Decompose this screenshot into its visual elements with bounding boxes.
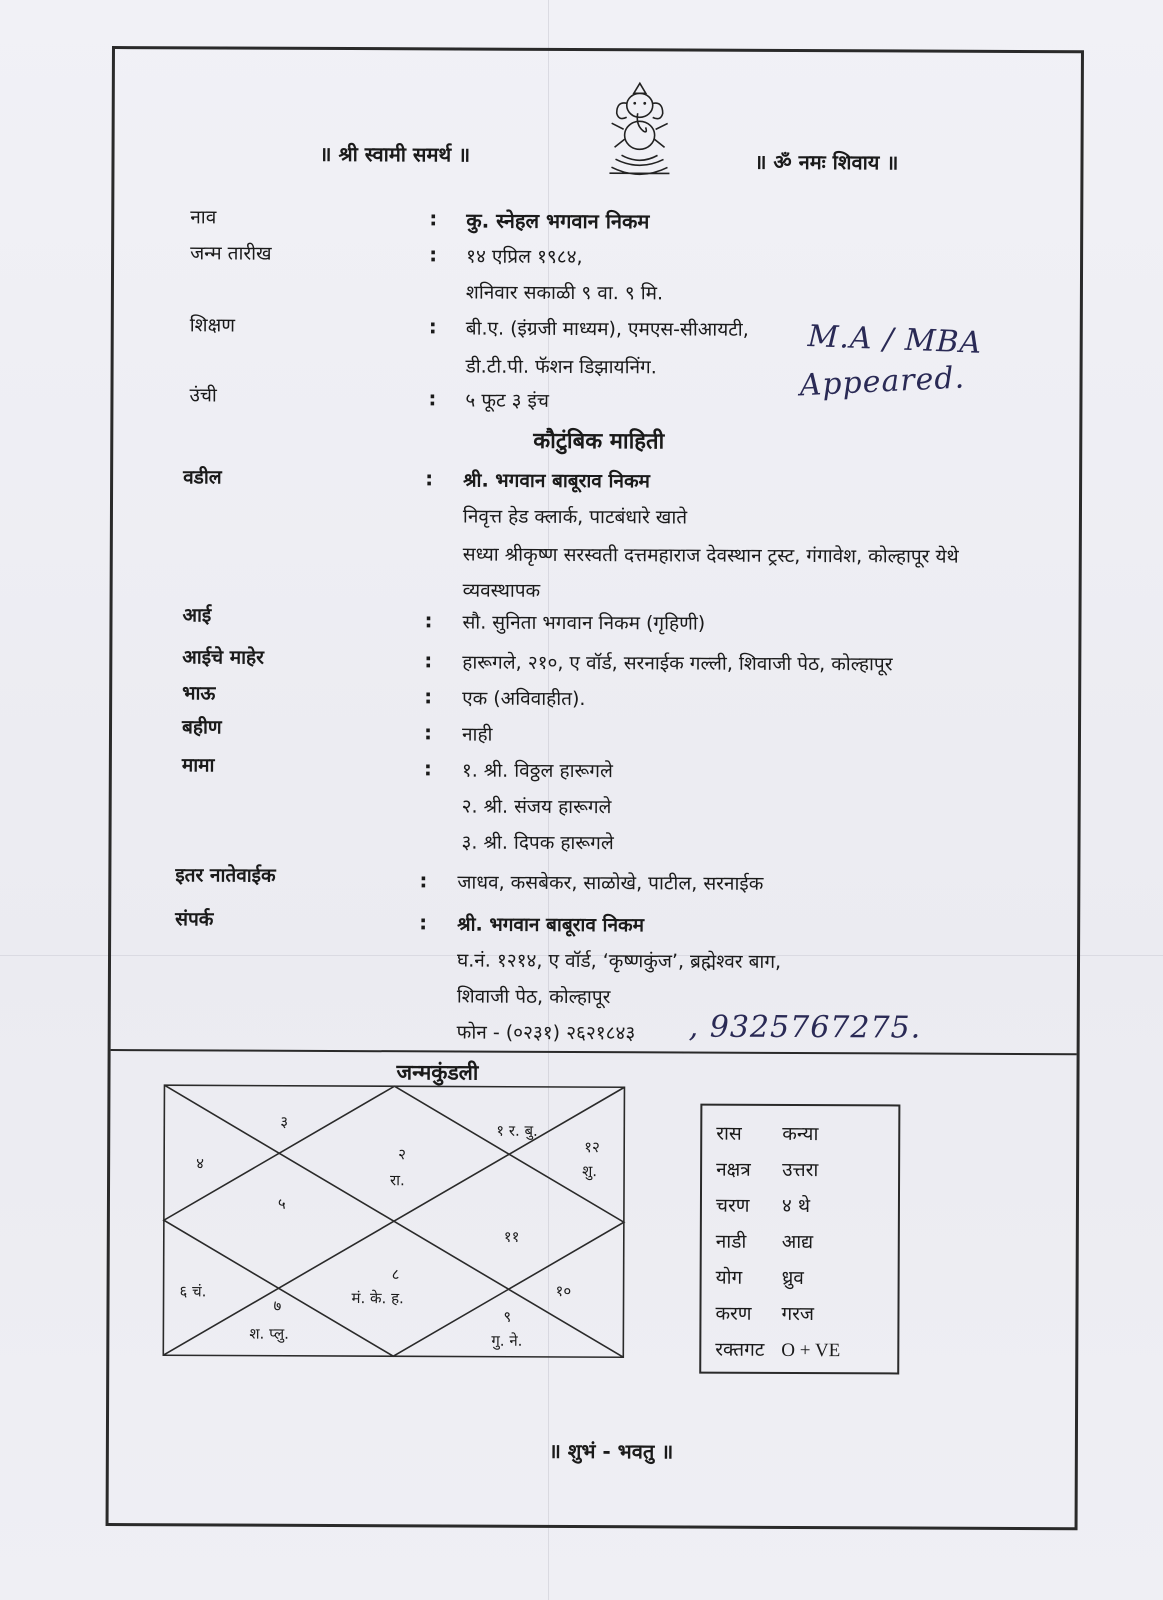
value-father-occupation: निवृत्त हेड क्लार्क, पाटबंधारे खाते — [462, 505, 688, 529]
house-number: ११ — [503, 1227, 520, 1246]
house-planets: श. प्लु. — [249, 1324, 290, 1343]
astro-row: नक्षत्र उत्तरा — [716, 1158, 819, 1182]
astro-row: रक्तगट O + VE — [715, 1338, 841, 1362]
value-education-2: डी.टी.पी. फॅशन डिझायनिंग. — [465, 355, 657, 379]
value-contact-phone: फोन - (०२३१) २६२१८४३ — [456, 1021, 636, 1045]
value-birth-date: १४ एप्रिल १९८४, — [466, 245, 583, 269]
house-planets: गु. ने. — [491, 1331, 523, 1350]
label-name: नाव — [190, 206, 217, 229]
ganesha-icon — [601, 79, 677, 179]
value-contact-address-2: शिवाजी पेठ, कोल्हापूर — [456, 985, 611, 1009]
value-contact-name: श्री. भगवान बाबूराव निकम — [457, 913, 645, 937]
house-number: ४ — [196, 1154, 204, 1173]
colon: : — [424, 684, 433, 709]
house-planets: १ र. बु. — [496, 1121, 538, 1140]
house-number: ९ — [503, 1307, 512, 1326]
value-education: बी.ए. (इंग्रजी माध्यम), एमएस-सीआयटी, — [465, 317, 749, 341]
value-name: कु. स्नेहल भगवान निकम — [466, 208, 650, 234]
label-uncle: मामा — [181, 754, 215, 777]
left-invocation: ॥ श्री स्वामी समर्थ ॥ — [319, 141, 471, 167]
value-relatives: जाधव, कसबेकर, साळोखे, पाटील, सरनाईक — [457, 871, 764, 895]
house-number: ३ — [280, 1112, 289, 1131]
colon: : — [423, 756, 432, 781]
value-father-current: सध्या श्रीकृष्ण सरस्वती दत्तमहाराज देवस्थान ट्रस्ट, गंगावेश, कोल्हापूर येथे — [462, 543, 959, 568]
label-father: वडील — [183, 466, 222, 489]
section-divider — [111, 1049, 1077, 1055]
uncle-item: १. श्री. विठ्ठल हारूगले — [461, 759, 613, 783]
value-birth-time: शनिवार सकाळी ९ वा. ९ मि. — [465, 281, 664, 305]
footer-blessing: ॥ शुभं - भवतु ॥ — [548, 1438, 674, 1464]
house-number: ८ — [391, 1265, 400, 1284]
colon: : — [428, 386, 437, 411]
kundli-title: जन्मकुंडली — [396, 1060, 479, 1085]
uncle-item: ३. श्री. दिपक हारूगले — [461, 831, 614, 855]
value-height: ५ फूट ३ इंच — [465, 389, 550, 412]
value-father-role: व्यवस्थापक — [462, 579, 541, 602]
colon: : — [429, 206, 438, 231]
house-number: १२ — [584, 1138, 600, 1157]
house-planets: रा. — [390, 1171, 405, 1190]
label-contact: संपर्क — [175, 908, 214, 931]
astro-row: करण गरज — [715, 1302, 815, 1326]
value-mother-home: हारूगले, २१०, ए वॉर्ड, सरनाईक गल्ली, शिवाजी पेठ, कोल्हापूर — [462, 651, 893, 676]
handwritten-phone: , 9325767275. — [688, 1009, 922, 1046]
document-border — [106, 46, 1084, 1530]
astro-row: योग ध्रुव — [715, 1266, 804, 1290]
label-mother: आई — [182, 604, 212, 627]
label-mother-home: आईचे माहेर — [182, 646, 264, 669]
colon: : — [423, 720, 433, 745]
astro-row: चरण ४ थे — [715, 1194, 811, 1218]
astro-row: रास कन्या — [716, 1122, 819, 1146]
handwritten-education-1: M.A / MBA — [807, 319, 983, 361]
handwritten-education-2: Appeared. — [798, 360, 966, 404]
label-relatives: इतर नातेवाईक — [175, 864, 276, 887]
value-father-name: श्री. भगवान बाबूराव निकम — [463, 469, 650, 493]
uncle-item: २. श्री. संजय हारूगले — [461, 795, 612, 819]
label-height: उंची — [189, 384, 217, 407]
house-number: ७ — [273, 1296, 282, 1315]
colon: : — [428, 314, 437, 339]
astro-info-box — [699, 1104, 900, 1375]
colon: : — [429, 242, 438, 267]
house-planets: शु. — [582, 1162, 598, 1181]
value-sister: नाही — [461, 723, 493, 746]
house-number: २ — [398, 1145, 407, 1164]
house-number: ५ — [277, 1194, 286, 1213]
label-sister: बहीण — [181, 716, 222, 739]
label-birth-date: जन्म तारीख — [190, 242, 272, 265]
right-invocation: ॥ ॐ नमः शिवाय ॥ — [754, 149, 899, 175]
colon: : — [425, 466, 434, 491]
family-section-title: कौटुंबिक माहिती — [533, 428, 665, 455]
value-mother: सौ. सुनिता भगवान निकम (गृहिणी) — [462, 611, 706, 635]
house-planets: ६ चं. — [179, 1282, 207, 1301]
value-brother: एक (अविवाहीत). — [462, 687, 586, 711]
house-planets: मं. के. ह. — [351, 1289, 404, 1308]
label-brother: भाऊ — [182, 682, 216, 705]
value-contact-address-1: घ.नं. १२१४, ए वॉर्ड, ‘कृष्णकुंज’, ब्रह्मेश्वर बाग, — [456, 949, 782, 973]
label-education: शिक्षण — [189, 314, 236, 337]
house-number: १० — [555, 1281, 572, 1301]
astro-row: नाडी आद्य — [715, 1230, 814, 1254]
colon: : — [419, 910, 428, 935]
colon: : — [419, 868, 428, 893]
colon: : — [424, 648, 433, 673]
colon: : — [424, 608, 433, 633]
kundli-chart — [161, 1083, 626, 1359]
